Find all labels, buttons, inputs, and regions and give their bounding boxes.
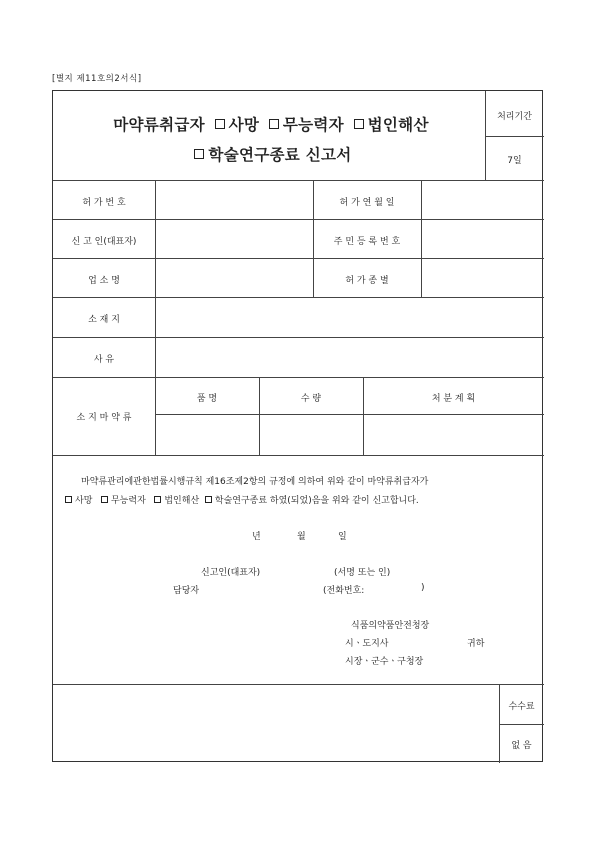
date-year-label: 년 bbox=[252, 532, 261, 542]
title-option-research-end: 학술연구종료 신고서 bbox=[208, 146, 352, 164]
label-quantity: 수 량 bbox=[300, 394, 322, 404]
checkbox-statement-incompetent[interactable] bbox=[101, 496, 108, 503]
phone-close: ) bbox=[421, 583, 425, 593]
officer-label: 담당자 bbox=[173, 586, 200, 596]
title-option-incompetent: 무능력자 bbox=[282, 116, 344, 134]
fee-value: 없 음 bbox=[511, 741, 532, 751]
statement-line2: 사망 무능력자 법인해산 학술연구종료 하였(되었)음을 위와 같이 신고합니다. bbox=[65, 493, 419, 506]
title-applicant-type: 마약류취급자 bbox=[113, 116, 205, 134]
title-option-dissolution: 법인해산 bbox=[367, 116, 429, 134]
fee-label: 수수료 bbox=[508, 702, 535, 712]
date-month-label: 월 bbox=[297, 532, 306, 542]
phone-label: (전화번호: bbox=[323, 586, 365, 596]
reporter-signature-label: 신고인(대표자) bbox=[201, 568, 261, 578]
label-permit-number: 허 가 번 호 bbox=[82, 198, 126, 208]
label-permit-type: 허 가 종 별 bbox=[345, 276, 389, 286]
form-title-line2 bbox=[73, 143, 469, 165]
label-narcotics-held: 소 지 마 약 류 bbox=[76, 413, 132, 423]
statement-line1: 마약류관리에관한법률시행규칙 제16조제2항의 규정에 의하여 위와 같이 마약류취급자가 bbox=[81, 477, 429, 487]
checkbox-incompetent[interactable] bbox=[269, 119, 279, 129]
checkbox-death[interactable] bbox=[215, 119, 225, 129]
label-business-name: 업 소 명 bbox=[88, 276, 120, 286]
label-reason: 사 유 bbox=[93, 355, 115, 365]
form-number-tag: [별지 제11호의2서식] bbox=[52, 74, 142, 84]
checkbox-statement-dissolution[interactable] bbox=[154, 496, 161, 503]
label-address: 소 재 지 bbox=[88, 315, 120, 325]
recipient-governor: 시ㆍ도지사 bbox=[345, 639, 389, 649]
label-permit-date: 허 가 연 월 일 bbox=[339, 198, 395, 208]
checkbox-statement-research-end[interactable] bbox=[205, 496, 212, 503]
label-reporter: 신 고 인(대표자) bbox=[71, 237, 137, 247]
label-resident-number: 주 민 등 록 번 호 bbox=[333, 237, 401, 247]
date-day-label: 일 bbox=[338, 532, 347, 542]
honorific-label: 귀하 bbox=[467, 639, 485, 649]
label-disposal-plan: 처 분 계 획 bbox=[431, 394, 476, 404]
recipient-kfda: 식품의약품안전청장 bbox=[351, 621, 430, 631]
processing-period-value: 7일 bbox=[507, 156, 522, 166]
checkbox-research-end[interactable] bbox=[194, 149, 204, 159]
recipient-mayor: 시장ㆍ군수ㆍ구청장 bbox=[345, 657, 424, 667]
checkbox-dissolution[interactable] bbox=[354, 119, 364, 129]
processing-period-label: 처리기간 bbox=[497, 112, 532, 122]
form-title-line1 bbox=[73, 113, 469, 135]
label-item-name: 품 명 bbox=[196, 394, 218, 404]
checkbox-statement-death[interactable] bbox=[65, 496, 72, 503]
title-option-death: 사망 bbox=[228, 116, 260, 134]
sign-or-seal-label: (서명 또는 인) bbox=[334, 568, 391, 578]
report-form bbox=[52, 90, 543, 762]
